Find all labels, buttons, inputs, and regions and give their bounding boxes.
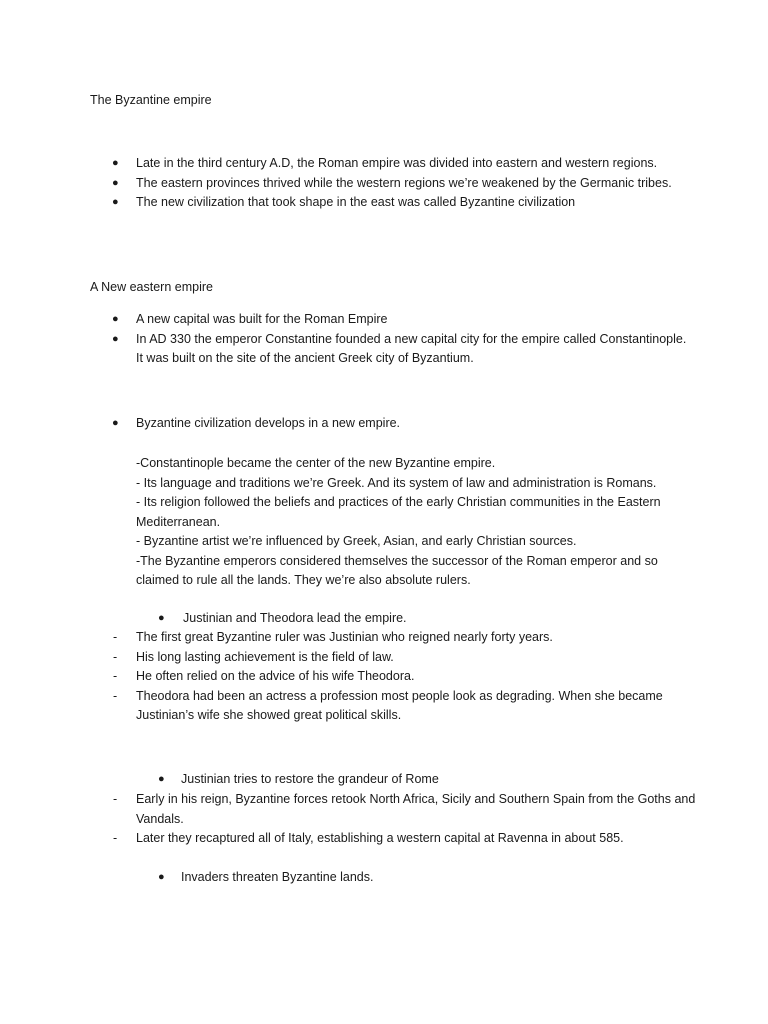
list-item-text: The first great Byzantine ruler was Justinian who reigned nearly forty years.	[136, 630, 553, 644]
bullet-text: Byzantine civilization develops in a new empire.	[136, 416, 401, 430]
dash-marker: -	[113, 792, 118, 806]
dash-marker: -	[113, 630, 118, 644]
heading-new-eastern-empire: A New eastern empire	[90, 280, 213, 294]
bullet-icon: ●	[158, 871, 165, 883]
list-item-text: Early in his reign, Byzantine forces retook North Africa, Sicily and Southern Spain from the Goths and Vandals.	[136, 792, 696, 826]
paragraph-line: - Byzantine artist we’re influenced by Greek, Asian, and early Christian sources.	[136, 534, 577, 548]
list-2	[112, 310, 696, 369]
bullet-text: Invaders threaten Byzantine lands.	[181, 870, 374, 884]
bullet-text: Justinian tries to restore the grandeur of Rome	[181, 772, 439, 786]
list-item-text: The new civilization that took shape in the east was called Byzantine civilization	[136, 195, 576, 209]
list-1	[112, 154, 696, 213]
list-item	[113, 687, 696, 726]
bullet-icon: ●	[112, 332, 119, 345]
list-item	[113, 829, 696, 849]
paragraph-line: -The Byzantine emperors considered themselves the successor of the Roman emperor and so claimed to rule all the lands. They we’re also absolute rulers.	[136, 553, 658, 587]
heading-byzantine-empire: The Byzantine empire	[90, 93, 212, 107]
list-item-text: In AD 330 the emperor Constantine founded a new capital city for the empire called Constantinople. It was built on the site of the ancient Greek city of Byzantium.	[136, 331, 687, 365]
bullet-text: Justinian and Theodora lead the empire.	[183, 611, 407, 625]
bullet-item	[158, 609, 683, 629]
bullet-icon: ●	[112, 157, 119, 169]
bullet-icon: ●	[112, 196, 119, 208]
bullet-icon: ●	[158, 773, 165, 785]
bullet-item	[158, 868, 681, 888]
list-item-text: Later they recaptured all of Italy, establishing a western capital at Ravenna in about 585.	[136, 831, 624, 845]
list-item	[113, 790, 696, 829]
dash-marker: -	[113, 649, 118, 664]
list-item	[113, 648, 696, 668]
paragraph-line: - Its language and traditions we’re Greek. And its system of law and administration is Romans.	[136, 475, 657, 490]
bullet-icon: ●	[112, 176, 119, 189]
paragraph-line: -Constantinople became the center of the new Byzantine empire.	[136, 456, 496, 470]
dash-list-1	[113, 628, 696, 726]
bullet-item	[158, 770, 681, 790]
list-item	[112, 174, 696, 194]
dash-marker: -	[113, 831, 118, 845]
list-item-text: His long lasting achievement is the field of law.	[136, 649, 394, 664]
dash-list-2	[113, 790, 696, 849]
paragraph-line: - Its religion followed the beliefs and practices of the early Christian communities in the Eastern Mediterranean.	[136, 495, 661, 529]
list-item-text: He often relied on the advice of his wife Theodora.	[136, 669, 415, 683]
list-item-text: Late in the third century A.D, the Roman empire was divided into eastern and western regions.	[136, 156, 658, 170]
list-item	[113, 628, 696, 648]
list-item	[112, 310, 696, 330]
list-item	[112, 330, 696, 369]
list-item-text: A new capital was built for the Roman Empire	[136, 312, 388, 326]
list-item-text: The eastern provinces thrived while the western regions we’re weakened by the Germanic tribes.	[136, 175, 672, 190]
list-item	[113, 667, 696, 687]
dash-marker: -	[113, 669, 118, 683]
list-item	[112, 154, 696, 174]
bullet-icon: ●	[112, 417, 119, 429]
bullet-icon: ●	[158, 612, 165, 624]
list-item-text: Theodora had been an actress a profession most people look as degrading. When she became Justinian’s wife she showed great political skills.	[136, 688, 663, 722]
paragraph-block	[136, 454, 684, 591]
dash-marker: -	[113, 688, 118, 703]
bullet-item	[112, 414, 696, 434]
list-item	[112, 193, 696, 213]
bullet-icon: ●	[112, 313, 119, 325]
